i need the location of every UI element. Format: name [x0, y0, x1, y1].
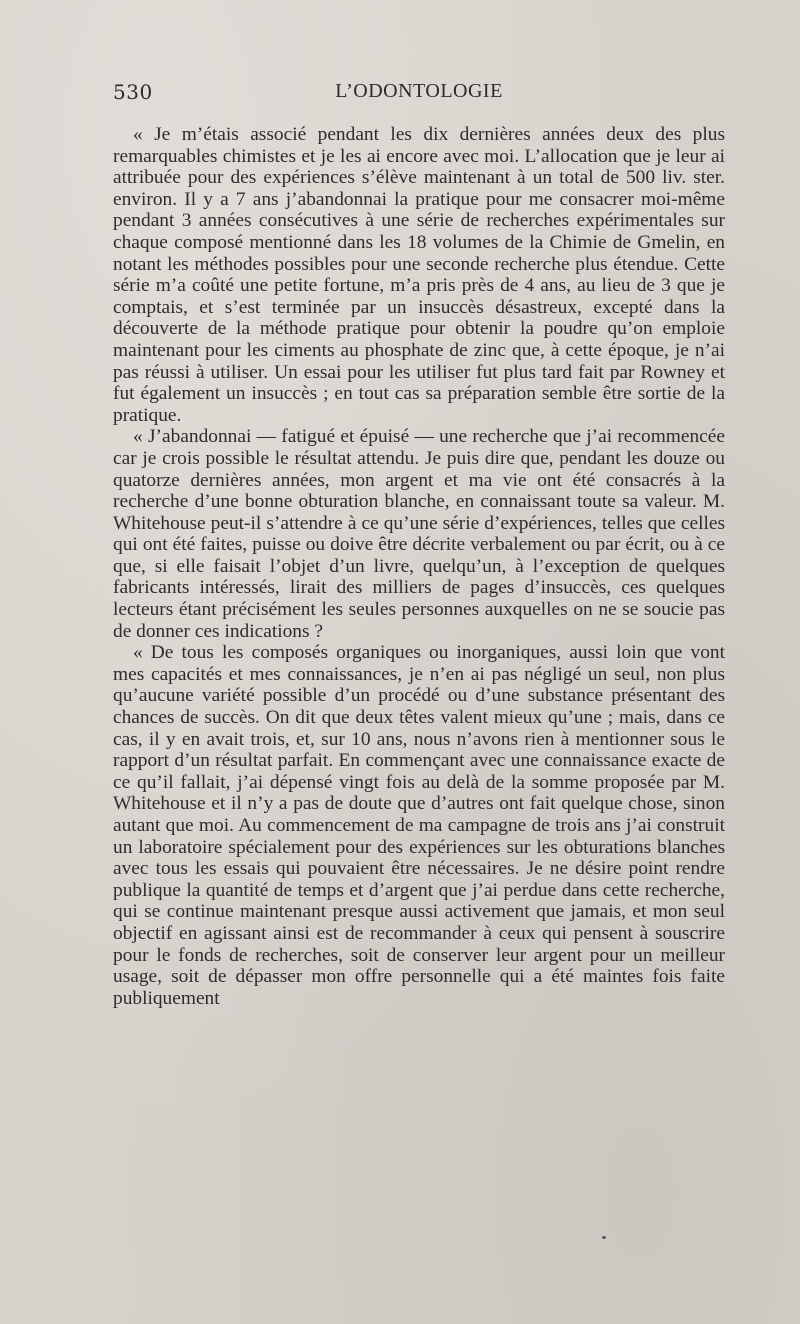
ink-speck — [602, 1236, 606, 1239]
running-title: L’ODONTOLOGIE — [335, 80, 503, 102]
body-text — [113, 124, 725, 1009]
paragraph-3: « De tous les composés organiques ou inorganiques, aussi loin que vont mes capacités et mes connaissances, je n’en ai pas négligé un seul, non plus qu’aucune variété possible d’un procédé ou d’une substance présentant des chances de succès. On dit que deux têtes valent mieux qu’une ; mais, dans ce cas, il y en avait trois, et, sur 10 ans, nous n’avons rien à mentionner sous le rapport d’un résultat parfait. En commençant avec une connaissance exacte de ce qu’il fallait, j’ai dépensé vingt fois au delà de la somme proposée par M. Whitehouse et il n’y a pas de doute que d’autres ont fait quelque chose, sinon autant que moi. Au commencement de ma campagne de trois ans j’ai construit un laboratoire spécialement pour des expériences sur les obturations blanches avec tous les essais qui pouvaient être nécessaires. Je ne désire point rendre publique la quantité de temps et d’argent que j’ai perdue dans cette recherche, qui se continue maintenant presque aussi activement que jamais, et mon seul objectif en agissant ainsi est de recommander à ceux qui pensent à souscrire pour le fonds de recherches, soit de conserver leur argent pour un meilleur usage, soit de dépasser mon offre personnelle qui a été maintes fois faite publiquement — [113, 642, 725, 1009]
paragraph-2: « J’abandonnai — fatigué et épuisé — une recherche que j’ai recommencée car je crois possible le résultat attendu. Je puis dire que, pendant les douze ou quatorze dernières années, mon argent et ma vie ont été consacrés à la recherche d’une bonne obturation blanche, en connaissant toute sa valeur. M. Whitehouse peut-il s’attendre à ce qu’une série d’expériences, telles que celles qui ont été faites, puisse ou doive être décrite verbalement ou par écrit, ou à ce que, si elle faisait l’objet d’un livre, quelqu’un, à l’exception de quelques fabricants intéressés, lirait des milliers de pages d’insuccès, ces quelques lecteurs étant précisément les seules personnes auxquelles on ne se soucie pas de donner ces indications ? — [113, 426, 725, 642]
paragraph-1: « Je m’étais associé pendant les dix dernières années deux des plus remarquables chimistes et je les ai encore avec moi. L’allocation que je leur ai attribuée pour des expériences s’élève maintenant à un total de 500 liv. ster. environ. Il y a 7 ans j’abandonnai la pratique pour me consacrer moi-même pendant 3 années consécutives à une série de recherches expérimentales sur chaque composé mentionné dans les 18 volumes de la Chimie de Gmelin, en notant les méthodes possibles pour une seconde recherche plus étendue. Cette série m’a coûté une petite fortune, m’a pris près de 4 ans, au lieu de 3 que je comptais, et s’est terminée par un insuccès désastreux, excepté dans la découverte de la méthode pratique pour obtenir la poudre qu’on emploie maintenant pour les ciments au phosphate de zinc que, à cette époque, je n’ai pas réussi à utiliser. Un essai pour les utiliser fut plus tard fait par Rowney et fut également un insuccès ; en tout cas sa préparation semble être sortie de la pratique. — [113, 124, 725, 426]
running-head — [113, 80, 725, 110]
page-number: 530 — [113, 80, 153, 104]
